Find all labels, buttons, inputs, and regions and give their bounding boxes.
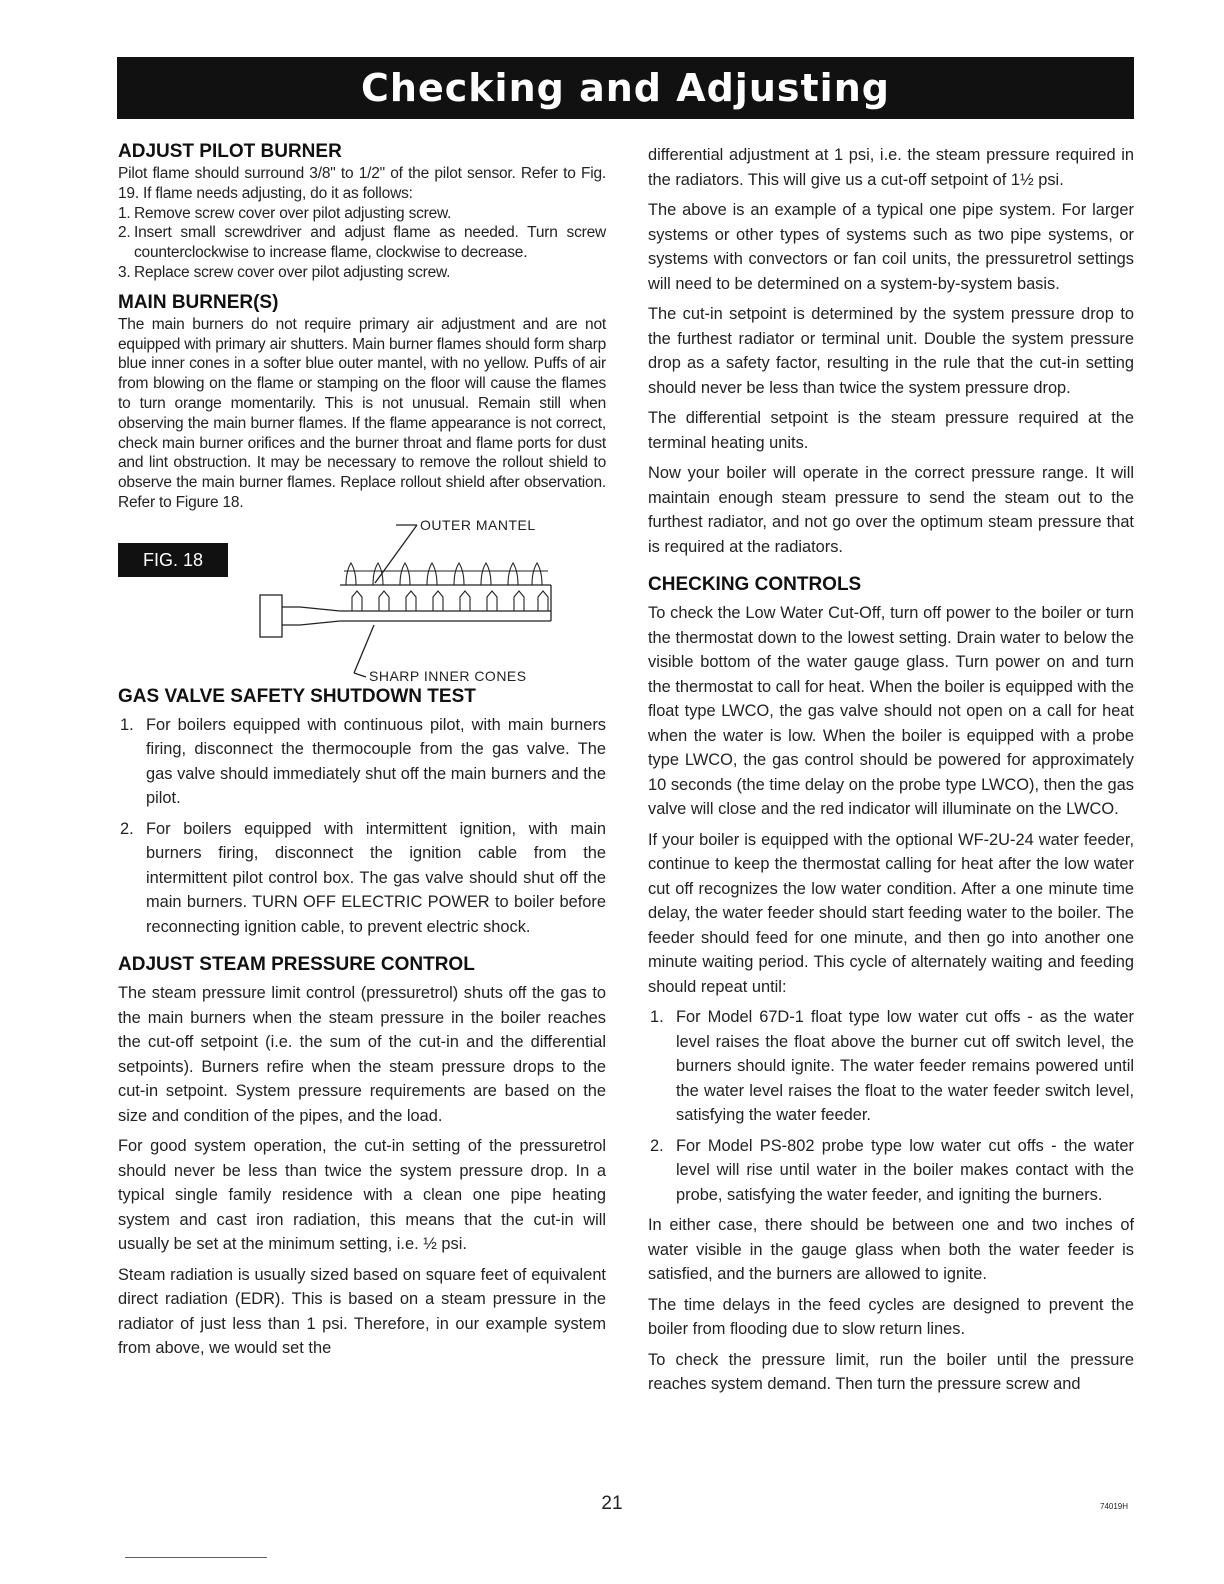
list-item: 2. For Model PS-802 probe type low water cut offs - the water level will rise until water in the boiler makes contact with the probe, satisfying the water feeder, and igniting the burners. (650, 1136, 1134, 1204)
page-number: 21 (601, 1493, 623, 1514)
pilot-intro: Pilot flame should surround 3/8" to 1/2" of the pilot sensor. Refer to Fig. 19. If flame needs adjusting, do it as follows: (118, 165, 606, 202)
section-heading-main-burner: MAIN BURNER(S) (118, 291, 279, 313)
section-heading-checking-controls: CHECKING CONTROLS (648, 574, 862, 595)
figure-label: FIG. 18 (118, 543, 228, 577)
burner-diagram (118, 515, 606, 685)
paragraph: The differential setpoint is the steam pressure required at the terminal heating units. (648, 409, 1134, 452)
paragraph: Steam radiation is usually sized based on square feet of equivalent direct radiation (EDR). This is based on a steam pressure in the radiator of just less than 1 psi. Therefore, in our example system from above, we would set the (118, 1265, 606, 1358)
section-heading-steam: ADJUST STEAM PRESSURE CONTROL (118, 954, 475, 976)
paragraph: To check the pressure limit, run the boiler until the pressure reaches system demand. Then turn the pressure screw and (648, 1350, 1134, 1393)
paragraph: To check the Low Water Cut-Off, turn off power to the boiler or turn the thermostat down to the lowest setting. Drain water to below the visible bottom of the water gauge glass. Turn power on and turn the thermostat to call for heat. When the boiler is equipped with the float type LWCO, the gas valve should not open on a call for heat when the water is low. When the boiler is equipped with a probe type LWCO, the gas control should be powered for approximately 10 seconds (the time delay on the probe type LWCO), then the gas valve will close and the red indicator will illuminate on the LWCO. (648, 604, 1134, 818)
footer-rule (125, 1557, 267, 1558)
paragraph: Now your boiler will operate in the correct pressure range. It will maintain enough steam pressure to send the steam out to the furthest radiator, and not go over the optimum steam pressure that is required at the radiators. (648, 464, 1134, 556)
paragraph: If your boiler is equipped with the optional WF-2U-24 water feeder, continue to keep the thermostat calling for heat after the low water cut off recognizes the low water condition. After a one minute time delay, the water feeder should start feeding water to the boiler. The feeder should feed for one minute, and then go into another one minute waiting period. This cycle of alternately waiting and feeding should repeat until: (648, 830, 1134, 996)
paragraph: The above is an example of a typical one pipe system. For larger systems or other types of systems such as two pipe systems, or systems with convectors or fan coil units, the pressuretrol settings will need to be determined on a system-by-system basis. (648, 201, 1134, 293)
list-item: 2. For boilers equipped with intermittent ignition, with main burners firing, disconnect the ignition cable from the intermittent pilot control box. The gas valve should shut off the main burners. TURN OFF ELECTRIC POWER to boiler before reconnecting ignition cable, to prevent electric shock. (120, 819, 606, 936)
paragraph: The time delays in the feed cycles are designed to prevent the boiler from flooding due to slow return lines. (648, 1295, 1134, 1338)
page-title-banner: Checking and Adjusting (117, 57, 1134, 119)
paragraph: differential adjustment at 1 psi, i.e. the steam pressure required in the radiators. This will give us a cut-off setpoint of 1½ psi. (648, 146, 1134, 189)
main-burner-text: The main burners do not require primary air adjustment and are not equipped with primary air shutters. Main burner flames should form sharp blue inner cones in a softer blue outer mantel, with no yellow. Puffs of air from blowing on the flame or stamping on the floor will cause the flames to turn orange momentarily. This is not unusual. Remain still when observing the main burner flames. If the flame appearance is not correct, check main burner orifices and the burner throat and flame ports for dust and lint obstruction. It may be necessary to remove the rollout shield to observe the main burner flames. Replace rollout shield after observation. Refer to Figure 18. (118, 315, 606, 511)
list-item: 1. For Model 67D-1 float type low water cut offs - as the water level raises the float above the burner cut off switch level, the burners should ignite. The water feeder remains powered until the water level raises the float to the water feeder switch level, satisfying the water feeder. (650, 1008, 1134, 1124)
right-column (648, 143, 1134, 1403)
section-heading-pilot: ADJUST PILOT BURNER (118, 141, 342, 162)
paragraph: For good system operation, the cut-in setting of the pressuretrol should never be less than twice the system pressure drop. In a typical single family residence with a clean one pipe heating system and cast iron radiation, this means that the cut-in will usually be set at the minimum setting, i.e. ½ psi. (118, 1137, 606, 1254)
list-item: 3. Replace screw cover over pilot adjusting screw. (118, 263, 451, 281)
list-item: 1. Remove screw cover over pilot adjusting screw. (118, 204, 452, 222)
document-code: 74019H (1100, 1502, 1129, 1511)
paragraph: The cut-in setpoint is determined by the system pressure drop to the furthest radiator or terminal unit. Double the system pressure drop as a safety factor, resulting in the rule that the cut-in setting should never be less than twice the system pressure drop. (648, 305, 1134, 397)
gas-valve-steps (118, 713, 606, 940)
pilot-steps (118, 204, 606, 283)
controls-steps (648, 1005, 1134, 1207)
callout-outer-mantel: OUTER MANTEL (420, 516, 536, 533)
list-item: 2. Insert small screwdriver and adjust flame as needed. Turn screw counterclockwise to increase flame, clockwise to decrease. (118, 224, 606, 262)
left-column (118, 140, 606, 1367)
list-item: 1. For boilers equipped with continuous pilot, with main burners firing, disconnect the thermocouple from the gas valve. The gas valve should immediately shut off the main burners and the pilot. (120, 715, 606, 808)
paragraph: The steam pressure limit control (pressuretrol) shuts off the gas to the main burners when the steam pressure in the boiler reaches the cut-off setpoint (i.e. the sum of the cut-in and the differential setpoints). Burners refire when the steam pressure drops to the cut-in setpoint. System pressure requirements are based on the size and condition of the pipes, and the load. (118, 984, 606, 1125)
figure-18 (118, 515, 606, 685)
callout-sharp-inner-cones: SHARP INNER CONES (369, 667, 527, 684)
paragraph: In either case, there should be between one and two inches of water visible in the gauge glass when both the water feeder is satisfied, and the burners are allowed to ignite. (648, 1216, 1134, 1283)
section-heading-gas-valve: GAS VALVE SAFETY SHUTDOWN TEST (118, 685, 476, 707)
